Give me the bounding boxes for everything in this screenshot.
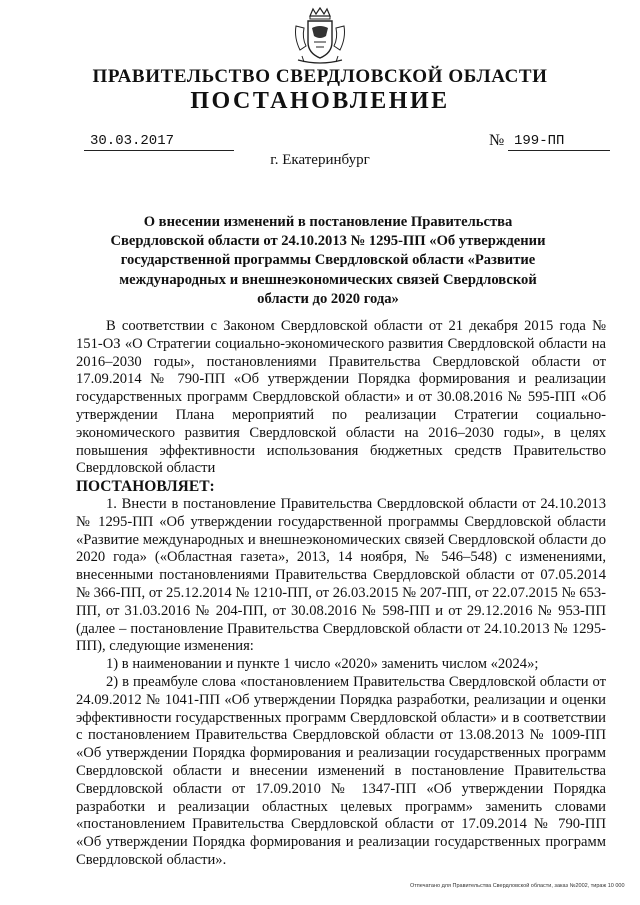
document-number: 199-ПП: [508, 133, 610, 151]
document-date: 30.03.2017: [84, 133, 234, 151]
resolves-heading: ПОСТАНОВЛЯЕТ:: [76, 478, 215, 496]
document-type: ПОСТАНОВЛЕНИЕ: [190, 88, 450, 114]
print-footer: Отпечатано для Правительства Свердловской области, заказ №2002, тираж 10 000: [410, 883, 625, 889]
document-body: [76, 318, 606, 870]
number-label: №: [489, 132, 505, 149]
coat-of-arms-icon: [292, 6, 348, 68]
document-city: г. Екатеринбург: [270, 152, 370, 168]
document-title: О внесении изменений в постановление Правительства Свердловской области от 24.10.2013 № 1295-ПП «Об утверждении государственной программы Свердловской области «Развитие международных и внешнеэкономических связей Свердловской области до 2020 года»: [110, 214, 546, 307]
subitem-1-paragraph: 1) в наименовании и пункте 1 число «2020» заменить числом «2024»;: [106, 656, 539, 673]
subitem-2-paragraph: 2) в преамбуле слова «постановлением Правительства Свердловской области от 24.09.2012 № 1041-ПП «Об утверждении Порядка разработки, реализации и оценки эффективности государственных программ Свердловской области» и в соответствии с постановлением Правительства Свердловской области от 13.08.2013 № 1009-ПП «Об утверждении Порядка формирования и реализации государственных программ Свердловской области и внесении изменений в постановление Правительства Свердловской области от 17.09.2010 № 1347-ПП «Об утверждении Порядка разработки и реализации областных целевых программ» заменить словами «постановлением Правительства Свердловской области от 17.09.2014 № 790-ПП «Об утверждении Порядка формирования и реализации государственных программ Свердловской области».: [76, 673, 606, 868]
preamble-paragraph: В соответствии с Законом Свердловской области от 21 декабря 2015 года № 151-ОЗ «О Стратегии социально-экономического развития Свердловской области на 2016–2030 годы», постановлениями Правительства Свердловской области от 17.09.2014 № 790-ПП «Об утверждении Порядка формирования и реализации государственных программ Свердловской области» и от 30.08.2016 № 595-ПП «Об утверждении Плана мероприятий по реализации Стратегии социально-экономического развития Свердловской области на 2016–2030 годы», в целях повышения эффективности использования бюджетных средств Правительство Свердловской области: [76, 318, 606, 477]
government-name: ПРАВИТЕЛЬСТВО СВЕРДЛОВСКОЙ ОБЛАСТИ: [92, 66, 548, 87]
item-1-paragraph: 1. Внести в постановление Правительства Свердловской области от 24.10.2013 № 1295-ПП «Об утверждении государственной программы Свердловской области «Развитие международных и внешнеэкономических связей Свердловской области до 2020 года» («Областная газета», 2013, 14 ноября, № 546–548) с изменениями, внесенными постановлениями Правительства Свердловской области от 07.05.2014 № 366-ПП, от 25.12.2014 № 1210-ПП, от 26.03.2015 № 207-ПП, от 22.07.2015 № 653-ПП, от 31.03.2016 № 204-ПП, от 30.08.2016 № 598-ПП и от 29.12.2016 № 953-ПП (далее – постановление Правительства Свердловской области от 24.10.2013 № 1295-ПП), следующие изменения:: [76, 495, 606, 655]
